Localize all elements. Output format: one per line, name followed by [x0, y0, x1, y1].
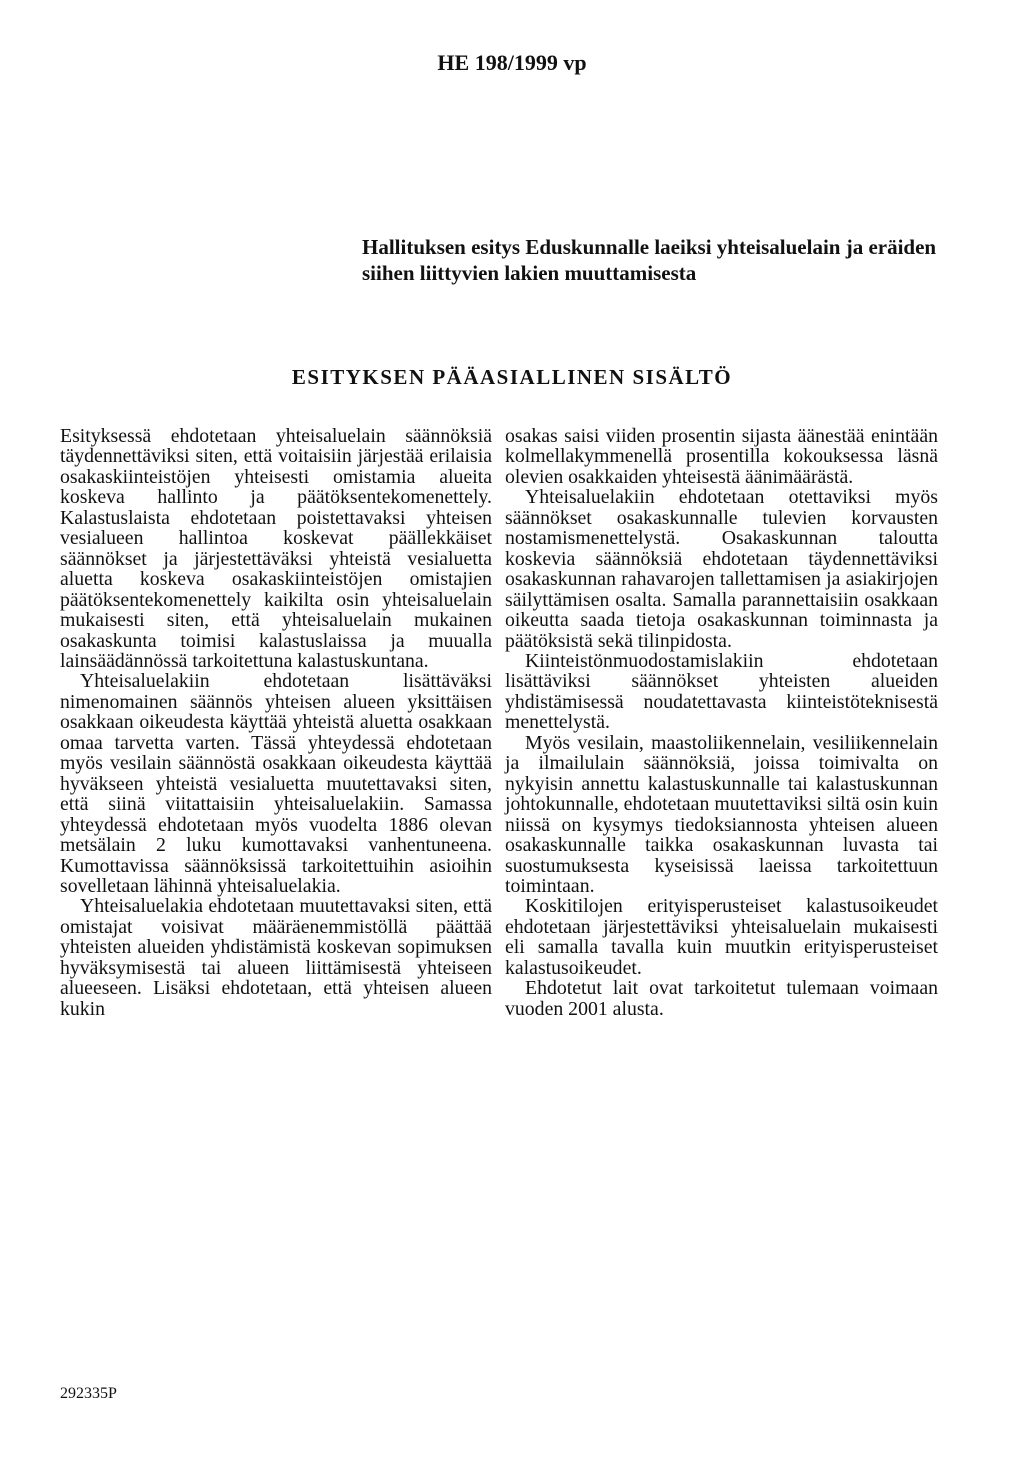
paragraph: Ehdotetut lait ovat tarkoitetut tulemaan voimaan vuoden 2001 alusta.: [505, 977, 938, 1020]
section-heading: ESITYKSEN PÄÄASIALLINEN SISÄLTÖ: [291, 365, 733, 389]
document-title: Hallituksen esitys Eduskunnalle laeiksi yhteisaluelain ja eräiden siihen liittyvien lakien muuttamisesta: [362, 235, 937, 285]
document-number-header: HE 198/1999 vp: [437, 50, 587, 75]
paragraph: Myös vesilain, maastoliikennelain, vesiliikennelain ja ilmailulain säännöksiä, joissa toimivalta on nykyisin annettu kalastuskunnalle tai kalastuskunnan johtokunnalle, ehdotetaan muutettaviksi siltä osin kuin niissä on kysymys tiedoksiannosta yhteisen alueen osakaskunnalle taikka osakaskunnan luvasta tai suostumuksesta kyseisissä laeissa tarkoitettuun toimintaan.: [505, 731, 938, 897]
print-code-footer: 292335P: [60, 1385, 117, 1402]
paragraph: osakas saisi viiden prosentin sijasta äänestää enintään kolmellakymmenellä prosentilla kokouksessa läsnä olevien osakkaiden yhteisestä äänimäärästä.: [505, 425, 938, 488]
paragraph: Yhteisaluelakia ehdotetaan muutettavaksi siten, että omistajat voisivat määräenemmistöllä päättää yhteisten alueiden yhdistämistä koskevan sopimuksen hyväksymisestä tai alueen liittämisestä yhteiseen alueeseen. Lisäksi ehdotetaan, että yhteisen alueen kukin: [60, 895, 492, 1020]
paragraph: Yhteisaluelakiin ehdotetaan lisättäväksi nimenomainen säännös yhteisen alueen yksittäisen osakkaan oikeudesta käyttää yhteistä aluetta osakkaan omaa tarvetta varten. Tässä yhteydessä ehdotetaan myös vesilain säännöstä osakkaan oikeudesta käyttää hyväkseen yhteistä vesialuetta muutettavaksi siten, että siinä viitattaisiin yhteisaluelakiin. Samassa yhteydessä ehdotetaan myös vuodelta 1886 olevan metsälain 2 luku kumottavaksi vanhentuneena. Kumottavissa säännöksissä tarkoitettuihin asioihin sovelletaan lähinnä yhteisaluelakia.: [60, 670, 492, 897]
right-text-column: [505, 426, 938, 1019]
paragraph: Kiinteistönmuodostamislakiin ehdotetaan lisättäviksi säännökset yhteisten alueiden yhdistämisessä noudatettavasta kiinteistöteknisestä menettelystä.: [505, 649, 938, 734]
paragraph: Koskitilojen erityisperusteiset kalastusoikeudet ehdotetaan järjestettäviksi yhteisaluelain mukaisesti eli samalla tavalla kuin muutkin erityisperusteiset kalastusoikeudet.: [505, 895, 938, 979]
left-text-column: [60, 426, 492, 1019]
paragraph: Esityksessä ehdotetaan yhteisaluelain säännöksiä täydennettäviksi siten, että voitaisiin järjestää erilaisia osakaskiinteistöjen yhteisesti omistamia alueita koskeva hallinto ja päätöksentekomenettely. Kalastuslaista ehdotetaan poistettavaksi yhteisen vesialueen hallintoa koskevat päällekkäiset säännökset ja järjestettäväksi yhteistä vesialuetta aluetta koskeva osakaskiinteistöjen omistajien päätöksentekomenettely kaikilta osin yhteisaluelain mukaisesti siten, että yhteisaluelain mukainen osakaskunta toimisi kalastuslaissa ja muualla lainsäädännössä tarkoitettuna kalastuskuntana.: [60, 425, 492, 672]
paragraph: Yhteisaluelakiin ehdotetaan otettaviksi myös säännökset osakaskunnalle tulevien korvausten nostamismenettelystä. Osakaskunnan taloutta koskevia säännöksiä ehdotetaan täydennettäviksi osakaskunnan rahavarojen tallettamisen ja asiakirjojen säilyttämisen osalta. Samalla parannettaisiin osakkaan oikeutta saada tietoja osakaskunnan toiminnasta ja päätöksistä sekä tilinpidosta.: [505, 486, 938, 652]
